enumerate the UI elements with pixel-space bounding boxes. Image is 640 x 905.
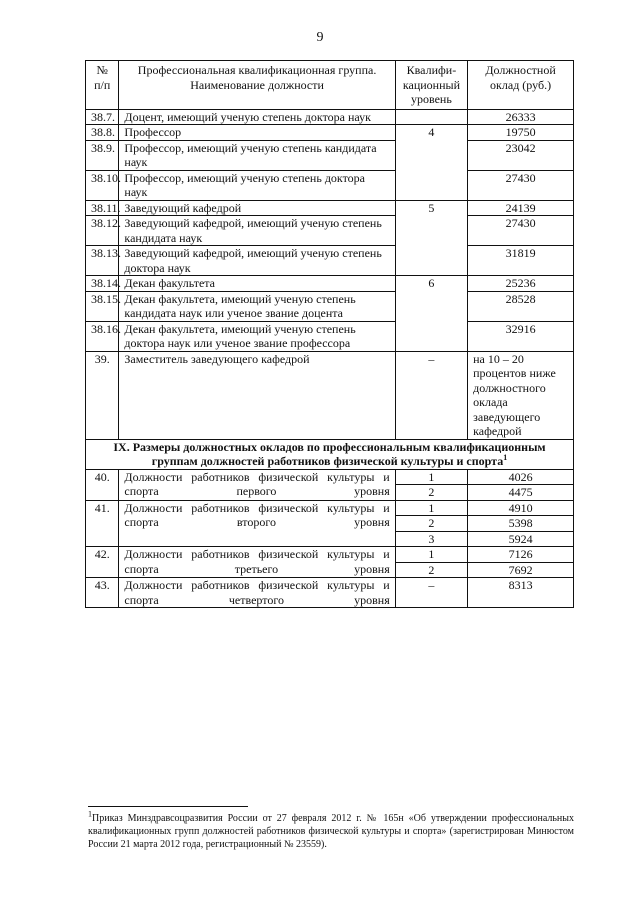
row-salary: 7126 (468, 547, 574, 563)
row-salary: 25236 (468, 276, 574, 292)
row-salary: 31819 (468, 246, 574, 276)
row-level: 6 (395, 276, 467, 352)
table-row (86, 200, 574, 216)
section-heading-row (86, 439, 574, 469)
table-row (86, 500, 574, 516)
row-num: 38.11. (86, 200, 119, 216)
row-level (395, 109, 467, 125)
row-name: Заведующий кафедрой, имеющий ученую степень кандидата наук (119, 216, 395, 246)
header-level: Квалифи-кационный уровень (395, 61, 467, 110)
row-name: Заведующий кафедрой (119, 200, 395, 216)
row-num: 38.12. (86, 216, 119, 246)
row-salary: 27430 (468, 216, 574, 246)
row-salary: 26333 (468, 109, 574, 125)
row-level: 1 (395, 547, 467, 563)
row-num: 38.16. (86, 321, 119, 351)
row-level: – (395, 578, 467, 608)
row-salary: 28528 (468, 291, 574, 321)
table-row (86, 351, 574, 439)
row-name: Должности работников физической культуры и спорта второго уровня (119, 500, 395, 547)
row-num: 38.7. (86, 109, 119, 125)
row-level: 5 (395, 200, 467, 276)
row-level: – (395, 351, 467, 439)
footnote-number: 1 (88, 809, 92, 819)
row-num: 38.9. (86, 140, 119, 170)
salary-table (85, 60, 574, 608)
table-row (86, 321, 574, 351)
footnote-text: Приказ Минздравсоцразвития России от 27 февраля 2012 г. № 165н «Об утверждении профессиональных квалификационных групп должностей работников физической культуры и спорта» (зарегистрирован Минюстом России 21 марта 2012 года, регистрационный № 23559). (88, 813, 574, 850)
row-name: Профессор, имеющий ученую степень кандидата наук (119, 140, 395, 170)
row-name: Должности работников физической культуры и спорта третьего уровня (119, 547, 395, 578)
row-num: 42. (86, 547, 119, 578)
header-num: № п/п (86, 61, 119, 110)
table-row (86, 469, 574, 485)
table-row (86, 547, 574, 563)
row-salary: 4475 (468, 485, 574, 501)
row-num: 38.10. (86, 170, 119, 200)
row-level: 3 (395, 531, 467, 547)
row-name: Должности работников физической культуры и спорта первого уровня (119, 469, 395, 500)
row-name: Декан факультета, имеющий ученую степень кандидата наук или ученое звание доцента (119, 291, 395, 321)
row-salary: 8313 (468, 578, 574, 608)
row-salary: 4026 (468, 469, 574, 485)
row-salary: 24139 (468, 200, 574, 216)
footnote-divider (88, 806, 248, 807)
table-row (86, 291, 574, 321)
footnote (88, 809, 574, 851)
footnote-mark: 1 (503, 453, 508, 462)
row-name: Доцент, имеющий ученую степень доктора наук (119, 109, 395, 125)
row-num: 38.13. (86, 246, 119, 276)
table-header-row (86, 61, 574, 110)
row-salary: 23042 (468, 140, 574, 170)
header-name: Профессиональная квалификационная группа. Наименование должности (119, 61, 395, 110)
row-num: 38.8. (86, 125, 119, 141)
row-num: 39. (86, 351, 119, 439)
row-level: 4 (395, 125, 467, 201)
row-name: Декан факультета (119, 276, 395, 292)
row-salary: 5398 (468, 516, 574, 532)
table-row (86, 140, 574, 170)
row-num: 43. (86, 578, 119, 608)
table-row (86, 109, 574, 125)
table-row (86, 125, 574, 141)
row-num: 40. (86, 469, 119, 500)
row-name: Заместитель заведующего кафедрой (119, 351, 395, 439)
table-row (86, 276, 574, 292)
row-salary: 4910 (468, 500, 574, 516)
row-num: 41. (86, 500, 119, 547)
row-salary: 19750 (468, 125, 574, 141)
section-title: IX. Размеры должностных окладов по профессиональным квалификационным группам должностей работников физической культуры и спорта (113, 439, 546, 468)
row-name: Профессор, имеющий ученую степень доктора наук (119, 170, 395, 200)
row-level: 2 (395, 516, 467, 532)
table-row (86, 246, 574, 276)
section-heading (86, 439, 574, 469)
row-level: 2 (395, 485, 467, 501)
header-salary: Должностной оклад (руб.) (468, 61, 574, 110)
table-row (86, 170, 574, 200)
row-num: 38.15. (86, 291, 119, 321)
row-num: 38.14. (86, 276, 119, 292)
row-name: Должности работников физической культуры и спорта четвертого уровня (119, 578, 395, 608)
page-number: 9 (316, 30, 324, 45)
row-salary: 32916 (468, 321, 574, 351)
row-name: Декан факультета, имеющий ученую степень доктора наук или ученое звание профессора (119, 321, 395, 351)
row-salary: 27430 (468, 170, 574, 200)
row-name: Профессор (119, 125, 395, 141)
table-row (86, 578, 574, 608)
row-level: 1 (395, 469, 467, 485)
row-name: Заведующий кафедрой, имеющий ученую степень доктора наук (119, 246, 395, 276)
row-level: 2 (395, 562, 467, 578)
row-level: 1 (395, 500, 467, 516)
row-salary: 7692 (468, 562, 574, 578)
table-row (86, 216, 574, 246)
row-salary: 5924 (468, 531, 574, 547)
row-salary: на 10 – 20 процентов ниже должностного оклада заведующего кафедрой (468, 351, 574, 439)
